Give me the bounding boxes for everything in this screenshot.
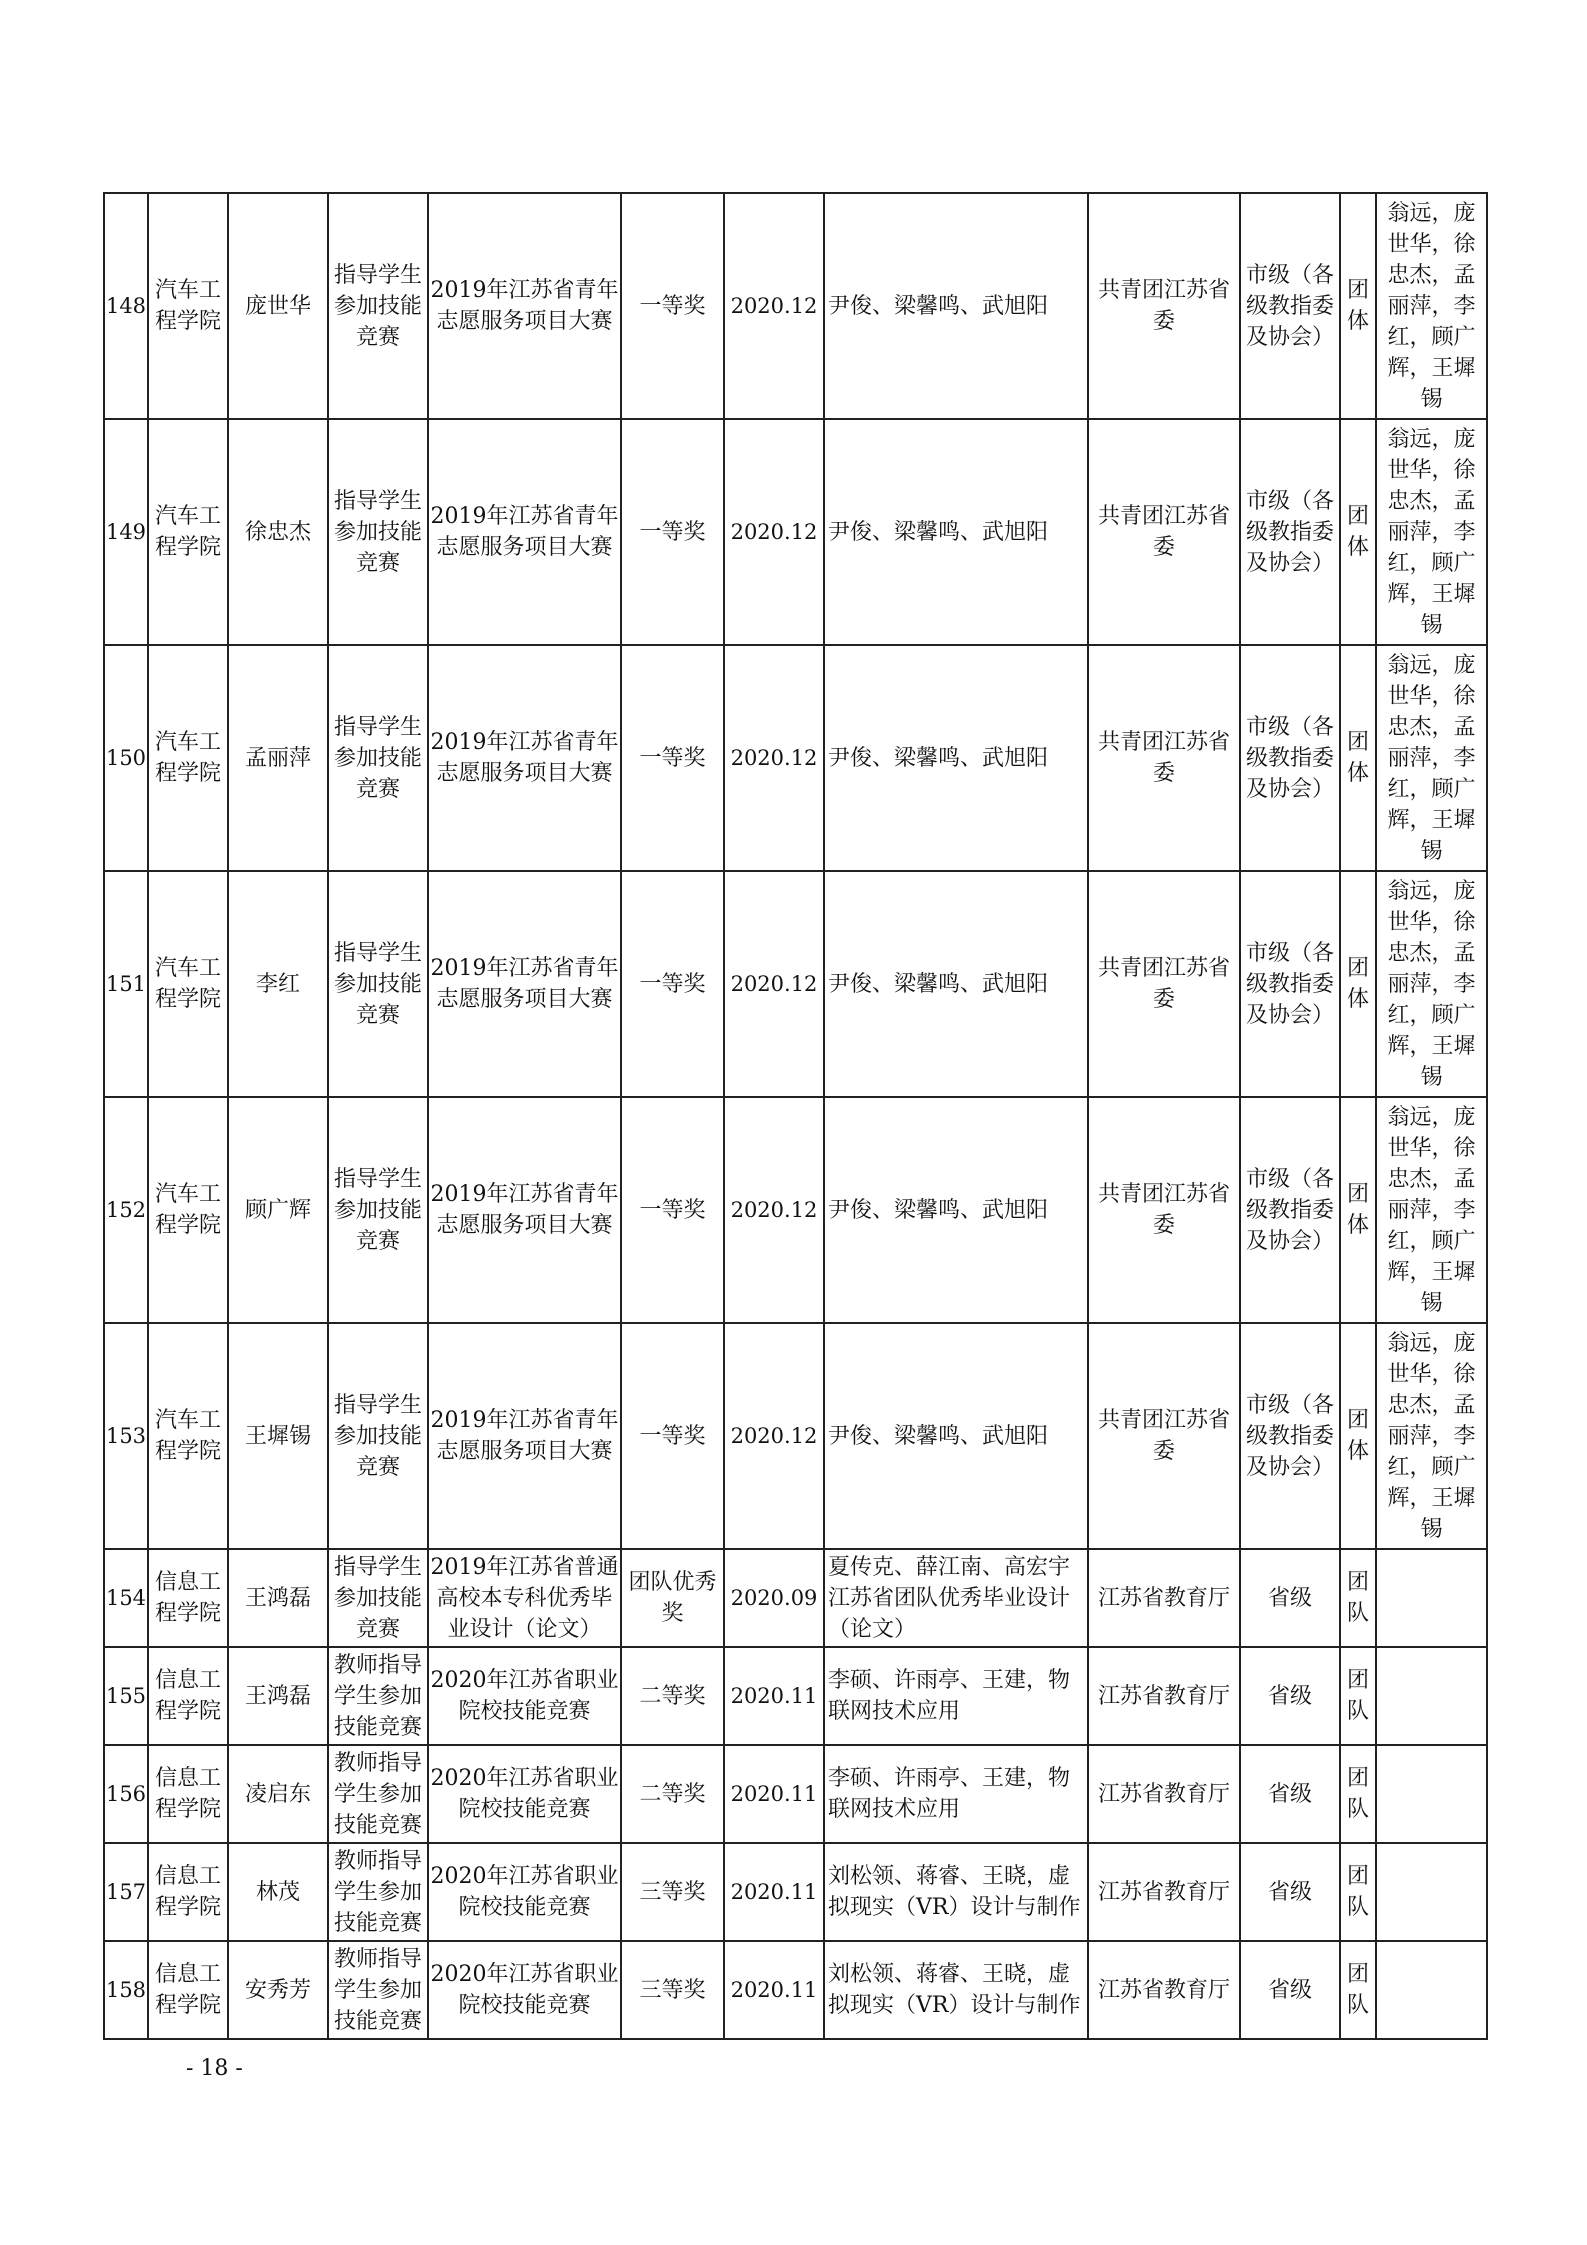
cell-college: 信息工程学院 xyxy=(148,1647,228,1745)
table-row xyxy=(104,419,1487,645)
cell-note: 翁远，庞世华，徐忠杰，孟丽萍，李红，顾广辉，王墀锡 xyxy=(1376,193,1487,419)
cell-name: 顾广辉 xyxy=(228,1097,328,1323)
cell-number: 158 xyxy=(104,1941,148,2039)
cell-level: 市级（各级教指委及协会） xyxy=(1240,419,1340,645)
cell-note xyxy=(1376,1941,1487,2039)
cell-competition: 2020年江苏省职业院校技能竞赛 xyxy=(428,1843,621,1941)
cell-note: 翁远，庞世华，徐忠杰，孟丽萍，李红，顾广辉，王墀锡 xyxy=(1376,645,1487,871)
table-row xyxy=(104,1549,1487,1647)
cell-competition: 2019年江苏省青年志愿服务项目大赛 xyxy=(428,419,621,645)
cell-date: 2020.12 xyxy=(724,193,824,419)
cell-award: 三等奖 xyxy=(621,1941,724,2039)
cell-category: 教师指导学生参加技能竞赛 xyxy=(328,1647,428,1745)
cell-number: 150 xyxy=(104,645,148,871)
cell-college: 信息工程学院 xyxy=(148,1745,228,1843)
cell-members: 刘松领、蒋睿、王晓，虚拟现实（VR）设计与制作 xyxy=(824,1843,1088,1941)
cell-award: 二等奖 xyxy=(621,1745,724,1843)
cell-category: 指导学生参加技能竞赛 xyxy=(328,871,428,1097)
table-row xyxy=(104,1843,1487,1941)
cell-competition: 2020年江苏省职业院校技能竞赛 xyxy=(428,1941,621,2039)
cell-category: 指导学生参加技能竞赛 xyxy=(328,1097,428,1323)
cell-category: 指导学生参加技能竞赛 xyxy=(328,1549,428,1647)
cell-level: 市级（各级教指委及协会） xyxy=(1240,645,1340,871)
cell-award: 团队优秀奖 xyxy=(621,1549,724,1647)
cell-name: 林茂 xyxy=(228,1843,328,1941)
cell-note xyxy=(1376,1745,1487,1843)
cell-type: 团队 xyxy=(1340,1843,1376,1941)
cell-category: 教师指导学生参加技能竞赛 xyxy=(328,1843,428,1941)
cell-number: 152 xyxy=(104,1097,148,1323)
table-row xyxy=(104,871,1487,1097)
cell-level: 省级 xyxy=(1240,1549,1340,1647)
cell-category: 指导学生参加技能竞赛 xyxy=(328,1323,428,1549)
cell-award: 二等奖 xyxy=(621,1647,724,1745)
cell-competition: 2020年江苏省职业院校技能竞赛 xyxy=(428,1745,621,1843)
cell-issuer: 共青团江苏省委 xyxy=(1088,193,1240,419)
cell-level: 省级 xyxy=(1240,1843,1340,1941)
cell-category: 指导学生参加技能竞赛 xyxy=(328,419,428,645)
table-row xyxy=(104,1323,1487,1549)
cell-category: 教师指导学生参加技能竞赛 xyxy=(328,1941,428,2039)
cell-note: 翁远，庞世华，徐忠杰，孟丽萍，李红，顾广辉，王墀锡 xyxy=(1376,871,1487,1097)
cell-members: 李硕、许雨亭、王建，物联网技术应用 xyxy=(824,1647,1088,1745)
cell-date: 2020.12 xyxy=(724,1097,824,1323)
cell-college: 汽车工程学院 xyxy=(148,1323,228,1549)
cell-competition: 2019年江苏省青年志愿服务项目大赛 xyxy=(428,871,621,1097)
cell-number: 154 xyxy=(104,1549,148,1647)
cell-name: 安秀芳 xyxy=(228,1941,328,2039)
cell-issuer: 江苏省教育厅 xyxy=(1088,1549,1240,1647)
cell-members: 尹俊、梁馨鸣、武旭阳 xyxy=(824,645,1088,871)
cell-number: 155 xyxy=(104,1647,148,1745)
cell-issuer: 江苏省教育厅 xyxy=(1088,1745,1240,1843)
cell-date: 2020.12 xyxy=(724,419,824,645)
cell-type: 团队 xyxy=(1340,1549,1376,1647)
cell-award: 一等奖 xyxy=(621,419,724,645)
cell-award: 一等奖 xyxy=(621,1097,724,1323)
cell-number: 149 xyxy=(104,419,148,645)
cell-issuer: 共青团江苏省委 xyxy=(1088,1097,1240,1323)
cell-level: 省级 xyxy=(1240,1745,1340,1843)
cell-name: 庞世华 xyxy=(228,193,328,419)
cell-type: 团体 xyxy=(1340,193,1376,419)
cell-issuer: 共青团江苏省委 xyxy=(1088,645,1240,871)
cell-name: 王墀锡 xyxy=(228,1323,328,1549)
cell-type: 团队 xyxy=(1340,1941,1376,2039)
cell-level: 省级 xyxy=(1240,1647,1340,1745)
cell-members: 尹俊、梁馨鸣、武旭阳 xyxy=(824,193,1088,419)
cell-award: 一等奖 xyxy=(621,193,724,419)
cell-award: 一等奖 xyxy=(621,1323,724,1549)
cell-members: 刘松领、蒋睿、王晓，虚拟现实（VR）设计与制作 xyxy=(824,1941,1088,2039)
cell-issuer: 共青团江苏省委 xyxy=(1088,419,1240,645)
cell-category: 指导学生参加技能竞赛 xyxy=(328,645,428,871)
cell-date: 2020.09 xyxy=(724,1549,824,1647)
cell-award: 一等奖 xyxy=(621,871,724,1097)
cell-type: 团体 xyxy=(1340,871,1376,1097)
cell-members: 尹俊、梁馨鸣、武旭阳 xyxy=(824,419,1088,645)
cell-date: 2020.12 xyxy=(724,1323,824,1549)
cell-number: 151 xyxy=(104,871,148,1097)
cell-number: 156 xyxy=(104,1745,148,1843)
cell-type: 团队 xyxy=(1340,1745,1376,1843)
cell-issuer: 共青团江苏省委 xyxy=(1088,1323,1240,1549)
cell-level: 市级（各级教指委及协会） xyxy=(1240,193,1340,419)
cell-note xyxy=(1376,1843,1487,1941)
cell-award: 一等奖 xyxy=(621,645,724,871)
cell-type: 团队 xyxy=(1340,1647,1376,1745)
cell-competition: 2019年江苏省青年志愿服务项目大赛 xyxy=(428,1323,621,1549)
cell-date: 2020.11 xyxy=(724,1745,824,1843)
table-row xyxy=(104,645,1487,871)
cell-category: 教师指导学生参加技能竞赛 xyxy=(328,1745,428,1843)
cell-competition: 2019年江苏省青年志愿服务项目大赛 xyxy=(428,1097,621,1323)
table-row xyxy=(104,1745,1487,1843)
table-row xyxy=(104,1941,1487,2039)
cell-college: 汽车工程学院 xyxy=(148,645,228,871)
cell-date: 2020.11 xyxy=(724,1647,824,1745)
table-row xyxy=(104,193,1487,419)
cell-name: 王鸿磊 xyxy=(228,1549,328,1647)
cell-type: 团体 xyxy=(1340,645,1376,871)
cell-name: 孟丽萍 xyxy=(228,645,328,871)
cell-award: 三等奖 xyxy=(621,1843,724,1941)
cell-level: 市级（各级教指委及协会） xyxy=(1240,871,1340,1097)
cell-name: 徐忠杰 xyxy=(228,419,328,645)
cell-name: 凌启东 xyxy=(228,1745,328,1843)
cell-college: 信息工程学院 xyxy=(148,1549,228,1647)
cell-college: 汽车工程学院 xyxy=(148,1097,228,1323)
cell-college: 信息工程学院 xyxy=(148,1843,228,1941)
cell-college: 汽车工程学院 xyxy=(148,419,228,645)
cell-competition: 2020年江苏省职业院校技能竞赛 xyxy=(428,1647,621,1745)
cell-date: 2020.12 xyxy=(724,645,824,871)
cell-name: 李红 xyxy=(228,871,328,1097)
cell-issuer: 江苏省教育厅 xyxy=(1088,1843,1240,1941)
page-number: - 18 - xyxy=(186,2056,243,2081)
cell-college: 汽车工程学院 xyxy=(148,193,228,419)
cell-level: 市级（各级教指委及协会） xyxy=(1240,1097,1340,1323)
cell-date: 2020.11 xyxy=(724,1941,824,2039)
cell-members: 夏传克、薛江南、高宏宇江苏省团队优秀毕业设计（论文） xyxy=(824,1549,1088,1647)
cell-members: 尹俊、梁馨鸣、武旭阳 xyxy=(824,1323,1088,1549)
table-row xyxy=(104,1647,1487,1745)
awards-table xyxy=(103,192,1488,2040)
cell-note xyxy=(1376,1549,1487,1647)
cell-number: 157 xyxy=(104,1843,148,1941)
cell-issuer: 江苏省教育厅 xyxy=(1088,1647,1240,1745)
cell-type: 团体 xyxy=(1340,419,1376,645)
table-row xyxy=(104,1097,1487,1323)
cell-note xyxy=(1376,1647,1487,1745)
cell-number: 153 xyxy=(104,1323,148,1549)
cell-competition: 2019年江苏省青年志愿服务项目大赛 xyxy=(428,645,621,871)
cell-members: 尹俊、梁馨鸣、武旭阳 xyxy=(824,1097,1088,1323)
cell-members: 尹俊、梁馨鸣、武旭阳 xyxy=(824,871,1088,1097)
cell-issuer: 江苏省教育厅 xyxy=(1088,1941,1240,2039)
cell-note: 翁远，庞世华，徐忠杰，孟丽萍，李红，顾广辉，王墀锡 xyxy=(1376,1323,1487,1549)
cell-name: 王鸿磊 xyxy=(228,1647,328,1745)
cell-type: 团体 xyxy=(1340,1323,1376,1549)
cell-members: 李硕、许雨亭、王建，物联网技术应用 xyxy=(824,1745,1088,1843)
cell-note: 翁远，庞世华，徐忠杰，孟丽萍，李红，顾广辉，王墀锡 xyxy=(1376,1097,1487,1323)
cell-competition: 2019年江苏省普通高校本专科优秀毕业设计（论文） xyxy=(428,1549,621,1647)
cell-type: 团体 xyxy=(1340,1097,1376,1323)
cell-note: 翁远，庞世华，徐忠杰，孟丽萍，李红，顾广辉，王墀锡 xyxy=(1376,419,1487,645)
cell-college: 信息工程学院 xyxy=(148,1941,228,2039)
cell-level: 省级 xyxy=(1240,1941,1340,2039)
cell-level: 市级（各级教指委及协会） xyxy=(1240,1323,1340,1549)
cell-date: 2020.11 xyxy=(724,1843,824,1941)
cell-issuer: 共青团江苏省委 xyxy=(1088,871,1240,1097)
cell-category: 指导学生参加技能竞赛 xyxy=(328,193,428,419)
cell-college: 汽车工程学院 xyxy=(148,871,228,1097)
cell-number: 148 xyxy=(104,193,148,419)
cell-date: 2020.12 xyxy=(724,871,824,1097)
cell-competition: 2019年江苏省青年志愿服务项目大赛 xyxy=(428,193,621,419)
